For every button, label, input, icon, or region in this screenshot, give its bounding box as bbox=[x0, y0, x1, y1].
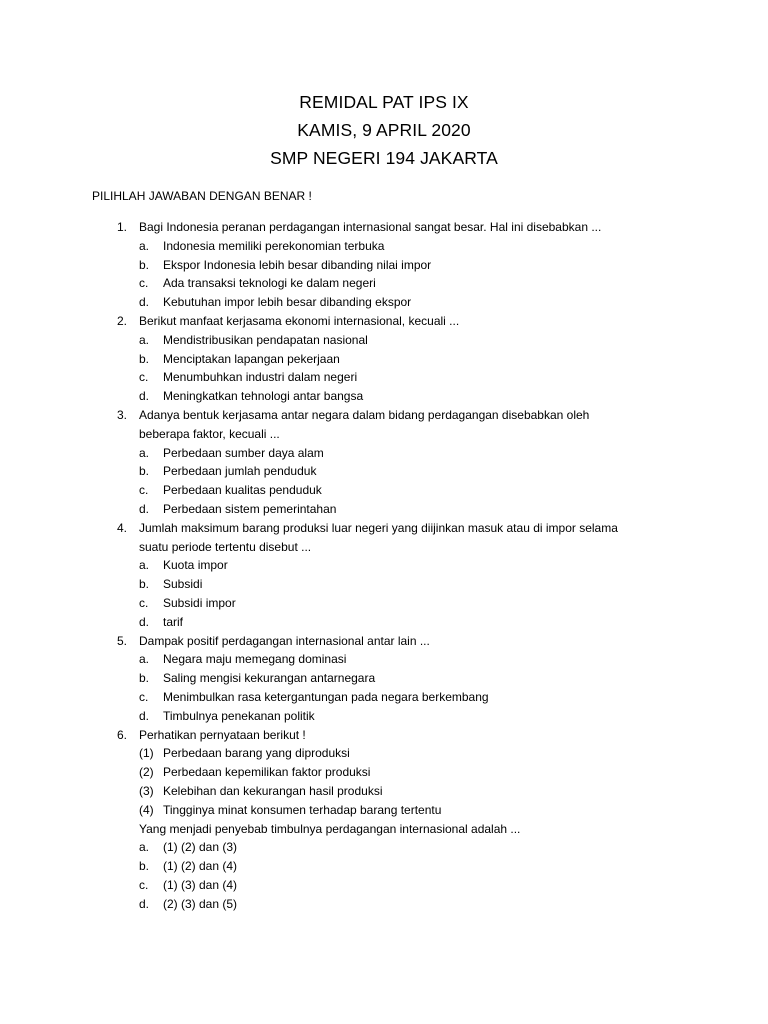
option-letter: d. bbox=[139, 896, 150, 911]
answer-option bbox=[0, 876, 768, 895]
question-prompt: Yang menjadi penyebab timbulnya perdagangan internasional adalah ... bbox=[139, 821, 521, 836]
statement-text: Kelebihan dan kekurangan hasil produksi bbox=[163, 783, 383, 798]
option-letter: c. bbox=[139, 877, 149, 892]
question-number: 5. bbox=[117, 633, 128, 648]
answer-option bbox=[0, 575, 768, 594]
option-text: Perbedaan jumlah penduduk bbox=[163, 464, 317, 479]
option-text: Negara maju memegang dominasi bbox=[163, 652, 347, 667]
answer-option bbox=[0, 500, 768, 519]
option-letter: b. bbox=[139, 577, 150, 592]
answer-option bbox=[0, 895, 768, 914]
option-text: Indonesia memiliki perekonomian terbuka bbox=[163, 238, 385, 253]
statement-item bbox=[0, 763, 768, 782]
option-letter: b. bbox=[139, 671, 150, 686]
option-text: Menciptakan lapangan pekerjaan bbox=[163, 351, 340, 366]
option-letter: a. bbox=[139, 652, 150, 667]
question-text: Adanya bentuk kerjasama antar negara dalam bidang perdagangan disebabkan oleh bbox=[139, 407, 590, 422]
question-text-line bbox=[0, 726, 768, 745]
option-letter: d. bbox=[139, 389, 150, 404]
option-letter: c. bbox=[139, 689, 149, 704]
answer-option bbox=[0, 650, 768, 669]
option-letter: a. bbox=[139, 840, 150, 855]
question-number: 6. bbox=[117, 727, 128, 742]
option-text: Perbedaan sistem pemerintahan bbox=[163, 501, 337, 516]
option-text: (1) (2) dan (4) bbox=[163, 859, 238, 874]
statement-number: (2) bbox=[139, 765, 154, 780]
statement-item bbox=[0, 782, 768, 801]
statement-text: Tingginya minat konsumen terhadap barang tertentu bbox=[163, 802, 442, 817]
option-letter: c. bbox=[139, 276, 149, 291]
option-letter: a. bbox=[139, 445, 150, 460]
option-text: (1) (2) dan (3) bbox=[163, 840, 238, 855]
option-text: Mendistribusikan pendapatan nasional bbox=[163, 332, 368, 347]
answer-option bbox=[0, 368, 768, 387]
question-text-line bbox=[0, 312, 768, 331]
question-text-line bbox=[0, 218, 768, 237]
question-text: Perhatikan pernyataan berikut ! bbox=[139, 727, 306, 742]
answer-option bbox=[0, 613, 768, 632]
option-text: (2) (3) dan (5) bbox=[163, 896, 238, 911]
answer-option bbox=[0, 462, 768, 481]
question-prompt-line bbox=[0, 820, 768, 839]
exam-title: REMIDAL PAT IPS IX bbox=[299, 92, 469, 112]
option-letter: d. bbox=[139, 708, 150, 723]
answer-option bbox=[0, 387, 768, 406]
option-text: Subsidi impor bbox=[163, 595, 236, 610]
answer-option bbox=[0, 274, 768, 293]
question-text-line bbox=[0, 406, 768, 425]
option-letter: a. bbox=[139, 558, 150, 573]
question-text: Dampak positif perdagangan internasional antar lain ... bbox=[139, 633, 430, 648]
exam-date: KAMIS, 9 APRIL 2020 bbox=[297, 120, 471, 140]
answer-option bbox=[0, 444, 768, 463]
statement-text: Perbedaan barang yang diproduksi bbox=[163, 746, 350, 761]
answer-option bbox=[0, 256, 768, 275]
option-text: Ada transaksi teknologi ke dalam negeri bbox=[163, 276, 376, 291]
answer-option bbox=[0, 237, 768, 256]
option-letter: d. bbox=[139, 501, 150, 516]
statement-item bbox=[0, 744, 768, 763]
option-letter: c. bbox=[139, 483, 149, 498]
answer-option bbox=[0, 556, 768, 575]
school-name: SMP NEGERI 194 JAKARTA bbox=[270, 148, 498, 168]
option-text: tarif bbox=[163, 614, 184, 629]
instruction-text: PILIHLAH JAWABAN DENGAN BENAR ! bbox=[92, 189, 312, 203]
option-letter: b. bbox=[139, 351, 150, 366]
option-letter: d. bbox=[139, 295, 150, 310]
document-header bbox=[0, 88, 768, 172]
question-text-line bbox=[0, 425, 768, 444]
option-letter: c. bbox=[139, 595, 149, 610]
option-letter: d. bbox=[139, 614, 150, 629]
option-text: Saling mengisi kekurangan antarnegara bbox=[163, 671, 376, 686]
question-number: 2. bbox=[117, 313, 128, 328]
question-text-line bbox=[0, 519, 768, 538]
answer-option bbox=[0, 481, 768, 500]
option-letter: b. bbox=[139, 859, 150, 874]
answer-option bbox=[0, 707, 768, 726]
answer-option bbox=[0, 688, 768, 707]
option-text: Subsidi bbox=[163, 577, 203, 592]
option-text: Perbedaan kualitas penduduk bbox=[163, 483, 322, 498]
option-text: Menumbuhkan industri dalam negeri bbox=[163, 370, 358, 385]
answer-option bbox=[0, 669, 768, 688]
question-text: Bagi Indonesia peranan perdagangan internasional sangat besar. Hal ini disebabkan ... bbox=[139, 220, 602, 234]
statement-item bbox=[0, 801, 768, 820]
statement-number: (3) bbox=[139, 783, 154, 798]
option-text: Perbedaan sumber daya alam bbox=[163, 445, 324, 460]
question-text: Jumlah maksimum barang produksi luar negeri yang diijinkan masuk atau di impor selama bbox=[139, 520, 618, 535]
option-letter: b. bbox=[139, 464, 150, 479]
question-text: suatu periode tertentu disebut ... bbox=[139, 539, 312, 554]
option-text: Meningkatkan tehnologi antar bangsa bbox=[163, 389, 364, 404]
question-text-line bbox=[0, 632, 768, 651]
option-text: Ekspor Indonesia lebih besar dibanding nilai impor bbox=[163, 257, 432, 272]
answer-option bbox=[0, 331, 768, 350]
question-number: 3. bbox=[117, 407, 128, 422]
option-text: Kuota impor bbox=[163, 558, 228, 573]
option-letter: b. bbox=[139, 257, 150, 272]
option-letter: a. bbox=[139, 332, 150, 347]
question-text: Berikut manfaat kerjasama ekonomi internasional, kecuali ... bbox=[139, 313, 460, 328]
option-text: (1) (3) dan (4) bbox=[163, 877, 238, 892]
question-number: 1. bbox=[117, 220, 128, 234]
option-text: Timbulnya penekanan politik bbox=[163, 708, 315, 723]
statement-number: (1) bbox=[139, 746, 154, 761]
answer-option bbox=[0, 293, 768, 312]
option-letter: c. bbox=[139, 370, 149, 385]
answer-option bbox=[0, 594, 768, 613]
option-text: Kebutuhan impor lebih besar dibanding ekspor bbox=[163, 295, 412, 310]
answer-option bbox=[0, 857, 768, 876]
question-list bbox=[0, 218, 768, 913]
option-text: Menimbulkan rasa ketergantungan pada negara berkembang bbox=[163, 689, 489, 704]
question-text: beberapa faktor, kecuali ... bbox=[139, 426, 280, 441]
statement-text: Perbedaan kepemilikan faktor produksi bbox=[163, 765, 371, 780]
answer-option bbox=[0, 838, 768, 857]
question-number: 4. bbox=[117, 520, 128, 535]
statement-number: (4) bbox=[139, 802, 154, 817]
answer-option bbox=[0, 350, 768, 369]
question-text-line bbox=[0, 538, 768, 557]
option-letter: a. bbox=[139, 238, 150, 253]
